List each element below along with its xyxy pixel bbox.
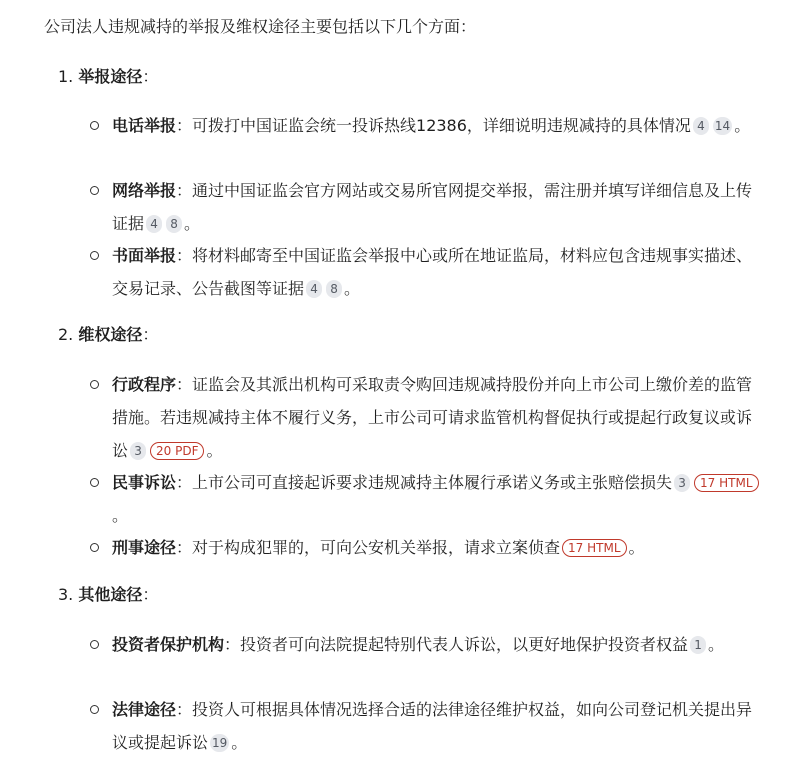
citation-badge[interactable]: 19 bbox=[212, 736, 228, 750]
item-label: 行政程序 bbox=[112, 375, 177, 394]
item-label: 投资者保护机构 bbox=[112, 635, 225, 654]
item-text: ：可拨打中国证监会统一投诉热线12386，详细说明违规减持的具体情况 bbox=[176, 116, 691, 135]
bullet-icon bbox=[90, 543, 99, 552]
pdf-citation-badge[interactable]: 20 PDF bbox=[150, 442, 204, 460]
item-text: ：投资者可向法院提起特别代表人诉讼，以更好地保护投资者权益 bbox=[224, 635, 689, 654]
section-number: 2. bbox=[58, 325, 74, 344]
section-title: 举报途径 bbox=[78, 67, 143, 86]
section-colon: ： bbox=[142, 325, 159, 344]
item-text: ：对于构成犯罪的，可向公安机关举报，请求立案侦查 bbox=[176, 538, 561, 557]
bullet-icon bbox=[90, 380, 99, 389]
section-heading-3 bbox=[58, 582, 158, 608]
citation-badge[interactable]: 4 bbox=[146, 215, 162, 233]
list-item-administrative bbox=[112, 368, 764, 467]
item-label: 电话举报 bbox=[112, 116, 177, 135]
item-end: 。 bbox=[184, 214, 201, 233]
list-item-legal-route bbox=[112, 693, 764, 759]
section-heading-1 bbox=[58, 64, 158, 90]
list-item-investor-protection bbox=[112, 628, 764, 661]
list-item-phone-report bbox=[112, 109, 764, 142]
item-end: 。 bbox=[734, 116, 751, 135]
section-number: 1. bbox=[58, 67, 74, 86]
html-citation-badge[interactable]: 17 HTML bbox=[694, 474, 758, 492]
bullet-icon bbox=[90, 186, 99, 195]
item-label: 书面举报 bbox=[112, 246, 177, 265]
list-item-criminal bbox=[112, 531, 764, 564]
citation-badge[interactable]: 14 bbox=[714, 119, 731, 133]
citation-badge[interactable]: 3 bbox=[130, 442, 146, 460]
item-label: 刑事途径 bbox=[112, 538, 177, 557]
section-title: 其他途径 bbox=[78, 585, 143, 604]
item-text: ：将材料邮寄至中国证监会举报中心或所在地证监局，材料应包含违规事实描述、交易记录、公告截图等证据 bbox=[112, 246, 753, 298]
item-text: ：投资人可根据具体情况选择合适的法律途径维护权益，如向公司登记机关提出异议或提起诉讼 bbox=[112, 700, 753, 752]
list-item-online-report bbox=[112, 174, 764, 240]
section-colon: ： bbox=[142, 585, 159, 604]
item-end: 。 bbox=[628, 538, 645, 557]
item-label: 民事诉讼 bbox=[112, 473, 177, 492]
item-text: ：证监会及其派出机构可采取责令购回违规减持股份并向上市公司上缴价差的监管措施。若违规减持主体不履行义务，上市公司可请求监管机构督促执行或提起行政复议或诉讼 bbox=[112, 375, 753, 460]
bullet-icon bbox=[90, 705, 99, 714]
citation-badge[interactable]: 3 bbox=[674, 474, 690, 492]
bullet-icon bbox=[90, 251, 99, 260]
section-number: 3. bbox=[58, 585, 74, 604]
html-citation-badge[interactable]: 17 HTML bbox=[562, 539, 626, 557]
item-end: 。 bbox=[112, 506, 129, 525]
item-text: ：通过中国证监会官方网站或交易所官网提交举报，需注册并填写详细信息及上传证据 bbox=[112, 181, 753, 233]
item-end: 。 bbox=[708, 635, 725, 654]
citation-badge[interactable]: 1 bbox=[690, 636, 706, 654]
citation-badge[interactable]: 4 bbox=[693, 117, 709, 135]
list-item-written-report bbox=[112, 239, 764, 305]
citation-badge[interactable]: 8 bbox=[326, 280, 342, 298]
intro-paragraph: 公司法人违规减持的举报及维权途径主要包括以下几个方面： bbox=[44, 17, 477, 36]
item-label: 法律途径 bbox=[112, 700, 177, 719]
item-end: 。 bbox=[206, 441, 223, 460]
item-end: 。 bbox=[231, 733, 248, 752]
bullet-icon bbox=[90, 478, 99, 487]
bullet-icon bbox=[90, 640, 99, 649]
section-colon: ： bbox=[142, 67, 159, 86]
item-text: ：上市公司可直接起诉要求违规减持主体履行承诺义务或主张赔偿损失 bbox=[176, 473, 673, 492]
citation-badge[interactable]: 8 bbox=[166, 215, 182, 233]
citation-badge[interactable]: 4 bbox=[306, 280, 322, 298]
section-title: 维权途径 bbox=[78, 325, 143, 344]
item-end: 。 bbox=[344, 279, 361, 298]
list-item-civil-litigation bbox=[112, 466, 764, 532]
section-heading-2 bbox=[58, 322, 158, 348]
bullet-icon bbox=[90, 121, 99, 130]
item-label: 网络举报 bbox=[112, 181, 177, 200]
